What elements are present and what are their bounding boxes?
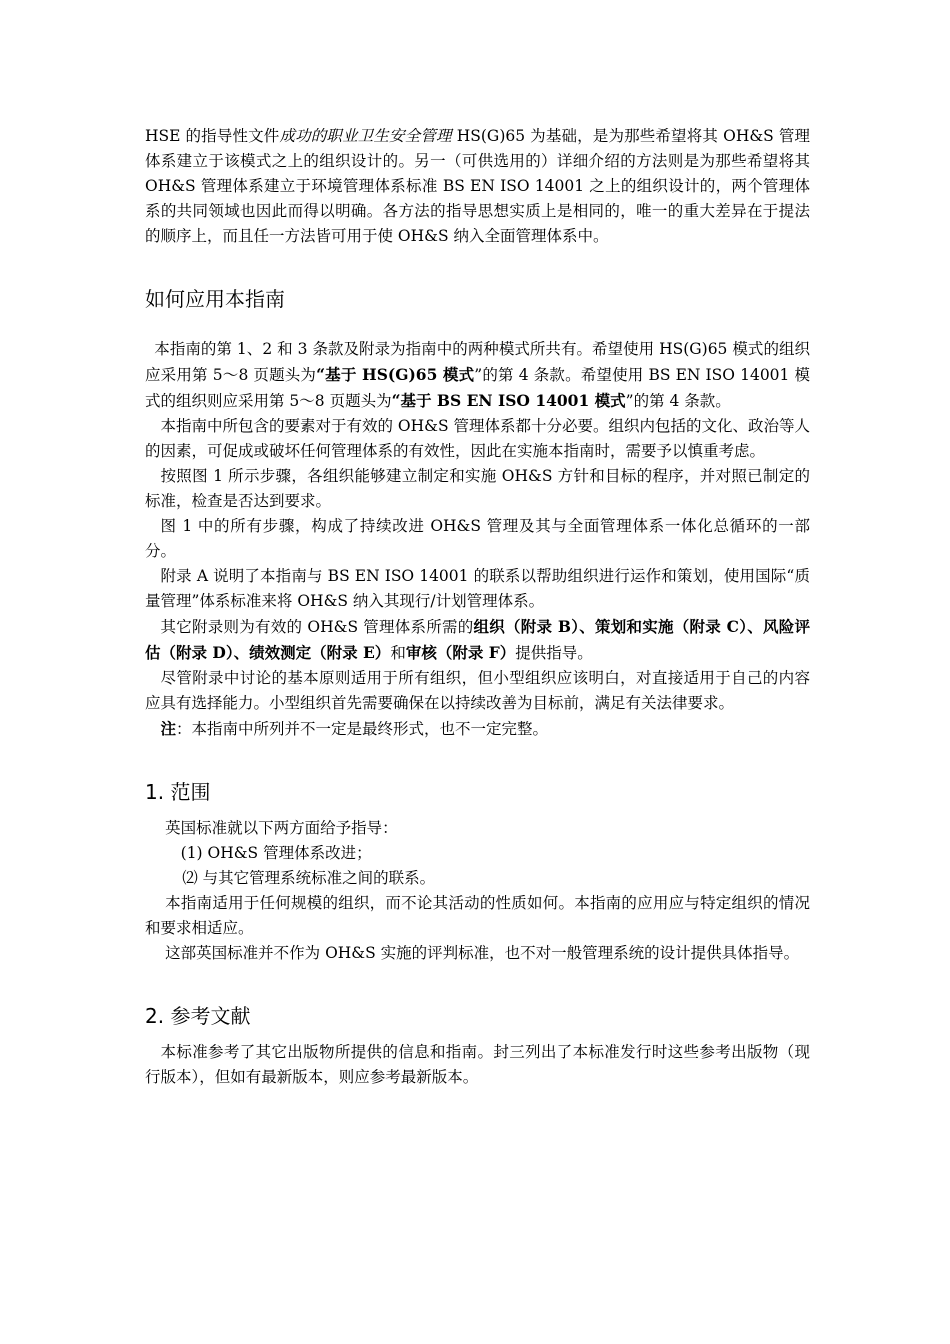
scope-paragraph-2: 本指南适用于任何规模的组织，而不论其活动的性质如何。本指南的应用应与特定组织的情况和要求相适应。 [145, 894, 810, 937]
scope-paragraph-3: 这部英国标准并不作为 OH&S 实施的评判标准，也不对一般管理系统的设计提供具体指导。 [165, 944, 800, 962]
intro-text-a: HSE 的指导性文件 [145, 127, 280, 145]
how-p6-bold-1: 组织（附录 B）、策划和实施（附录 C）、风险评估（附录 D）、绩效测定（附录 E） [145, 617, 811, 662]
note-paragraph [145, 716, 810, 742]
how-paragraph-1 [145, 337, 810, 414]
how-p1-text-d: ”的第 4 条款。 [625, 392, 731, 410]
note-text: ：本指南中所列并不一定是最终形式，也不一定完整。 [176, 720, 549, 738]
intro-text-b: HS(G)65 为基础，是为那些希望将其 OH&S 管理体系建立于该模式之上的组织设计的。另一（可供选用的）详细介绍的方法则是为那些希望将其 OH&S 管理体系建立于环境管理体系标准 BS EN ISO 14001 之上的组织设计的，两个管理体系的共同领域也因此而得以明确。各方法的指导思想实质上是相同的，唯一的重大差异在于提法的顺序上，而且任一方法皆可用于使 OH&S 纳入全面管理体系中。 [145, 127, 810, 245]
note-label: 注 [160, 719, 177, 738]
how-paragraph-2: 本指南中所包含的要素对于有效的 OH&S 管理体系都十分必要。组织内包括的文化、政治等人的因素，可促成或破坏任何管理体系的有效性，因此在实施本指南时，需要予以慎重考虑。 [145, 417, 810, 460]
intro-document-title: 成功的职业卫生安全管理 [279, 127, 452, 145]
how-p1-text-a: 本指南的第 1、2 和 3 条款及附录为指南中的两种模式所共有。希望使用 HS(G)65 模式的组织应采用第 5～8 页题头为 [145, 340, 810, 384]
section-heading-how-to-use: 如何应用本指南 [145, 287, 285, 311]
how-p6-text-d: 提供指导。 [515, 644, 593, 662]
scope-list-item-1: (1) OH&S 管理体系改进； [180, 844, 372, 862]
how-p1-bold-1: “基于 HS(G)65 模式 [316, 365, 475, 384]
section-heading-references: 2. 参考文献 [145, 1004, 251, 1028]
how-p1-text-c: ”的第 4 条款。希望使用 BS EN ISO 14001 模式的组织则应采用第 5～8 页题头为 [145, 366, 811, 410]
scope-paragraph-1: 英国标准就以下两方面给予指导： [165, 819, 398, 837]
how-paragraph-5: 附录 A 说明了本指南与 BS EN ISO 14001 的联系以帮助组织进行运作和策划，使用国际“质量管理”体系标准来将 OH&S 纳入其现行/计划管理体系。 [145, 567, 810, 610]
how-p6-bold-2: 审核（附录 F） [405, 643, 516, 662]
how-paragraph-6 [145, 614, 810, 666]
references-paragraph: 本标准参考了其它出版物所提供的信息和指南。封三列出了本标准发行时这些参考出版物（现行版本），但如有最新版本，则应参考最新版本。 [145, 1043, 810, 1086]
document-body [145, 124, 810, 1090]
how-paragraph-4: 图 1 中的所有步骤，构成了持续改进 OH&S 管理及其与全面管理体系一体化总循环的一部分。 [145, 517, 810, 560]
how-paragraph-7: 尽管附录中讨论的基本原则适用于所有组织，但小型组织应该明白，对直接适用于自己的内容应具有选择能力。小型组织首先需要确保在以持续改善为目标前，满足有关法律要求。 [145, 669, 810, 712]
how-p6-text-a: 其它附录则为有效的 OH&S 管理体系所需的 [160, 618, 474, 636]
scope-list-item-2: ⑵ 与其它管理系统标准之间的联系。 [182, 869, 436, 887]
intro-paragraph [145, 124, 810, 249]
how-paragraph-3: 按照图 1 所示步骤，各组织能够建立制定和实施 OH&S 方针和目标的程序，并对照已制定的标准，检查是否达到要求。 [145, 467, 810, 510]
section-heading-scope: 1. 范围 [145, 780, 211, 804]
how-p6-text-c: 和 [390, 644, 406, 662]
how-p1-bold-2: “基于 BS EN ISO 14001 模式 [391, 391, 626, 410]
